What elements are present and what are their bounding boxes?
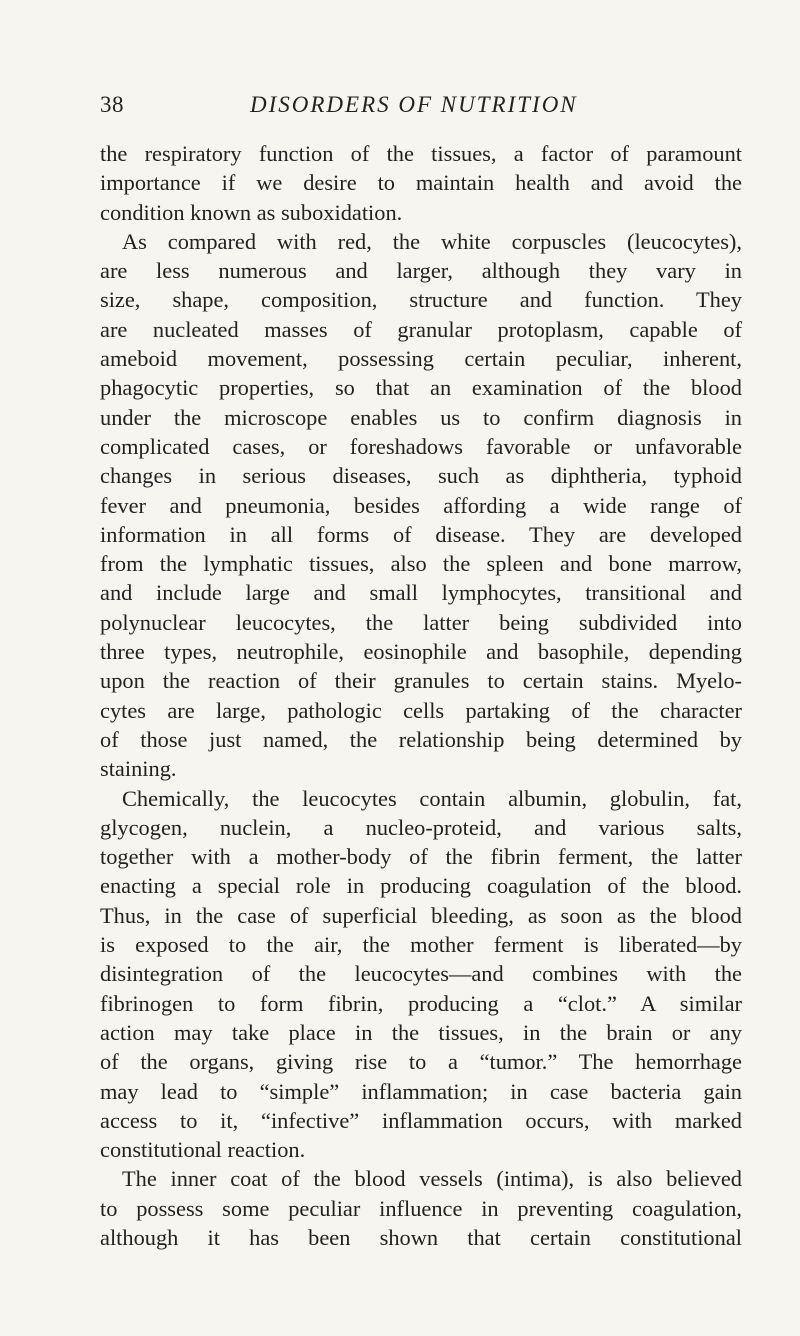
text-line: constitutional reaction.	[100, 1137, 306, 1163]
text-line: complicated cases, or foreshadows favorable or unfavorable	[100, 433, 742, 459]
text-line: fever and pneumonia, besides affording a wide range of	[100, 492, 742, 518]
text-line: action may take place in the tissues, in the brain or any	[100, 1019, 742, 1045]
text-line: fibrinogen to form fibrin, producing a “clot.” A similar	[100, 990, 742, 1016]
text-line: three types, neutrophile, eosinophile and basophile, depending	[100, 639, 742, 665]
text-line: under the microscope enables us to confirm diagnosis in	[100, 404, 742, 430]
text-line: condition known as suboxidation.	[100, 199, 403, 225]
page-header	[100, 92, 700, 120]
text-line: and include large and small lymphocytes, transitional and	[100, 580, 742, 606]
text-line: changes in serious diseases, such as diphtheria, typhoid	[100, 463, 742, 489]
text-line: access to it, “infective” inflammation occurs, with marked	[100, 1107, 742, 1133]
text-line: may lead to “simple” inflammation; in case bacteria gain	[100, 1078, 742, 1104]
text-line: polynuclear leucocytes, the latter being subdivided into	[100, 609, 742, 635]
text-line: are nucleated masses of granular protoplasm, capable of	[100, 316, 742, 342]
text-line: glycogen, nuclein, a nucleo-proteid, and various salts,	[100, 814, 742, 840]
text-line: phagocytic properties, so that an examination of the blood	[100, 375, 742, 401]
text-line: of those just named, the relationship being determined by	[100, 726, 742, 752]
text-line: although it has been shown that certain constitutional	[100, 1224, 742, 1250]
running-head: DISORDERS OF NUTRITION	[250, 92, 578, 117]
text-line: ameboid movement, possessing certain peculiar, inherent,	[100, 346, 742, 372]
text-line: importance if we desire to maintain health and avoid the	[100, 170, 742, 196]
page-number: 38	[100, 92, 124, 117]
text-line: disintegration of the leucocytes—and combines with the	[100, 961, 742, 987]
text-line: from the lymphatic tissues, also the spleen and bone marrow,	[100, 551, 742, 577]
text-line: information in all forms of disease. They are developed	[100, 521, 742, 547]
text-line: are less numerous and larger, although they vary in	[100, 258, 742, 284]
text-line: together with a mother-body of the fibrin ferment, the latter	[100, 844, 742, 870]
text-line: Thus, in the case of superficial bleeding, as soon as the blood	[100, 902, 742, 928]
text-line: enacting a special role in producing coagulation of the blood.	[100, 873, 742, 899]
text-line: cytes are large, pathologic cells partaking of the character	[100, 697, 742, 723]
text-line: The inner coat of the blood vessels (intima), is also believed	[122, 1166, 742, 1192]
body-text	[100, 139, 742, 1252]
text-line: to possess some peculiar influence in preventing coagulation,	[100, 1195, 742, 1221]
text-line: Chemically, the leucocytes contain albumin, globulin, fat,	[122, 785, 742, 811]
text-line: is exposed to the air, the mother ferment is liberated—by	[100, 932, 742, 958]
text-line: the respiratory function of the tissues, a factor of paramount	[100, 141, 742, 166]
text-line: of the organs, giving rise to a “tumor.” The hemorrhage	[100, 1049, 742, 1075]
text-line: upon the reaction of their granules to certain stains. Myelo-	[100, 668, 742, 694]
text-line: staining.	[100, 756, 177, 782]
text-line: As compared with red, the white corpuscles (leucocytes),	[122, 228, 742, 254]
text-line: size, shape, composition, structure and function. They	[100, 287, 742, 313]
